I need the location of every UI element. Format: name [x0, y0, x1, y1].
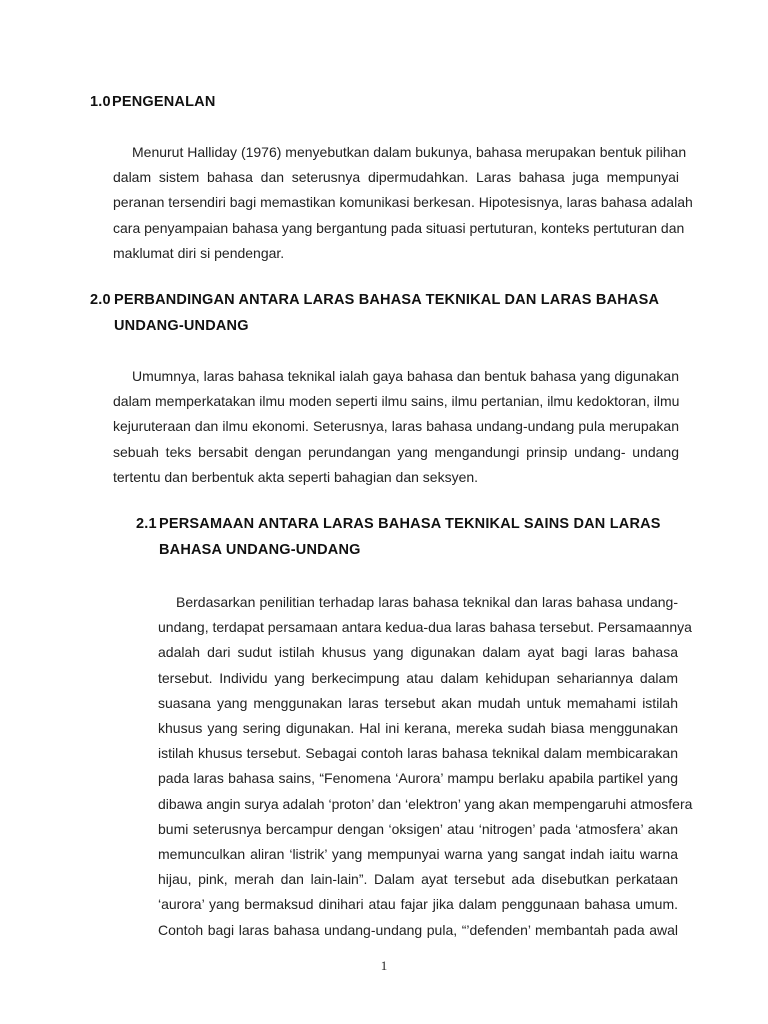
- heading-line-text: [136, 511, 661, 537]
- section-title-line2: UNDANG-UNDANG: [114, 318, 249, 334]
- paragraph-perbandingan: [113, 364, 679, 490]
- paragraph-line: Umumnya, laras bahasa teknikal ialah gaya bahasa dan bentuk bahasa yang digunakan: [132, 368, 679, 384]
- paragraph-line: tertentu dan berbentuk akta seperti bahagian dan seksyen.: [113, 468, 479, 485]
- paragraph-line: dalam memperkatakan ilmu moden seperti ilmu sains, ilmu pertanian, ilmu kedoktoran, ilmu: [113, 393, 680, 410]
- paragraph-line: undang, terdapat persamaan antara kedua-dua laras bahasa tersebut. Persamaannya: [158, 619, 692, 636]
- paragraph-line: kejuruteraan dan ilmu ekonomi. Seterusnya, laras bahasa undang-undang pula merupakan: [113, 418, 679, 435]
- heading-line-text: [90, 287, 659, 313]
- paragraph-line: pada laras bahasa sains, “Fenomena ‘Aurora’ mampu berlaku apabila partikel yang: [158, 770, 678, 787]
- page-number: 1: [380, 958, 388, 973]
- paragraph-line: dalam sistem bahasa dan seterusnya dipermudahkan. Laras bahasa juga mempunyai: [113, 169, 679, 186]
- paragraph-line: dibawa angin surya adalah ‘proton’ dan ‘elektron’ yang akan mempengaruhi atmosfera: [158, 795, 693, 812]
- paragraph-line: cara penyampaian bahasa yang bergantung pada situasi pertuturan, konteks pertuturan dan: [113, 219, 685, 236]
- paragraph-line: istilah khusus tersebut. Sebagai contoh laras bahasa teknikal dalam membicarakan: [158, 745, 678, 762]
- section-number: 2.0: [90, 292, 111, 308]
- section-title-line1: PERBANDINGAN ANTARA LARAS BAHASA TEKNIKAL DAN LARAS BAHASA: [114, 292, 660, 308]
- section-title: PENGENALAN: [112, 94, 216, 110]
- paragraph-line: Menurut Halliday (1976) menyebutkan dalam bukunya, bahasa merupakan bentuk pilihan: [132, 144, 687, 160]
- section-number: 2.1: [136, 516, 157, 532]
- paragraph-line: tersebut. Individu yang berkecimpung atau dalam kehidupan seharianny‌a dalam: [158, 669, 678, 686]
- section-number: 1.0: [90, 94, 111, 110]
- heading-line: [90, 287, 678, 313]
- paragraph-line: Contoh bagi laras bahasa undang-undang pula, “’defenden’ membantah pada awal: [158, 921, 678, 938]
- paragraph-line: sebuah teks bersabit dengan perundangan yang mengandungi prinsip undang- undang: [113, 443, 679, 460]
- paragraph-line: Berdasarkan penilitian terhadap laras bahasa teknikal dan laras bahasa undang-: [176, 594, 678, 610]
- section-title-line1: PERSAMAAN ANTARA LARAS BAHASA TEKNIKAL SAINS DAN LARAS: [159, 516, 661, 532]
- paragraph-line: peranan tersendiri bagi memastikan komunikasi berkesan. Hipotesisnya, laras bahasa adalah: [113, 194, 693, 211]
- section-heading-persamaan: [136, 511, 680, 563]
- paragraph-line: maklumat diri si pendengar.: [113, 244, 285, 261]
- paragraph-line: adalah dari sudut istilah khusus yang digunakan dalam ayat bagi laras bahasa: [158, 644, 678, 661]
- section-heading-perbandingan: [90, 287, 678, 339]
- paragraph-persamaan: [158, 590, 693, 943]
- paragraph-line: memunculkan aliran ‘listrik’ yang mempunyai warna yang sangat indah iaitu warna: [158, 846, 678, 863]
- paragraph-line: hijau, pink, merah dan lain-lain”. Dalam ayat tersebut ada disebutkan perkataan: [158, 871, 678, 888]
- section-title-line2: BAHASA UNDANG-UNDANG: [159, 542, 361, 558]
- heading-line: [136, 511, 680, 537]
- section-heading-pengenalan: [90, 89, 216, 115]
- paragraph-line: ‘aurora’ yang bermaksud dinihari atau fajar jika dalam penggunaan bahasa umum.: [158, 896, 678, 913]
- paragraph-pengenalan: [113, 140, 693, 266]
- paragraph-line: khusus yang sering digunakan. Hal ini kerana, mereka sudah biasa menggunakan: [158, 720, 678, 737]
- paragraph-line: bumi seterusnya bercampur dengan ‘oksigen’ atau ‘nitrogen’ pada ‘atmosfera’ akan: [158, 820, 678, 837]
- paragraph-line: suasana yang menggunakan laras tersebut akan mudah untuk memahami istilah: [158, 694, 678, 711]
